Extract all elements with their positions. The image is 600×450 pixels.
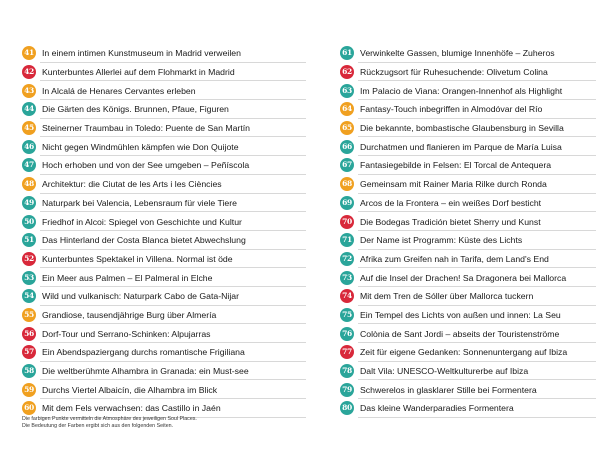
list-item-label: Nicht gegen Windmühlen kämpfen wie Don Quijote xyxy=(42,141,239,152)
list-item xyxy=(22,380,250,399)
list-item-label: Architektur: die Ciutat de les Arts i les Ciències xyxy=(42,179,222,190)
number-badge: 76 xyxy=(340,327,354,341)
list-item xyxy=(22,324,250,343)
number-badge: 45 xyxy=(22,121,36,135)
list-item-label: Fantasiegebilde in Felsen: El Torcal de Antequera xyxy=(360,160,552,171)
number-badge: 62 xyxy=(340,65,354,79)
number-badge: 63 xyxy=(340,84,354,98)
number-badge: 59 xyxy=(22,383,36,397)
list-item xyxy=(22,44,250,63)
list-item xyxy=(340,63,567,82)
list-item-label: Das Hinterland der Costa Blanca bietet Abwechslung xyxy=(42,235,246,246)
list-item xyxy=(340,175,567,194)
list-item-label: In Alcalá de Henares Cervantes erleben xyxy=(42,85,196,96)
list-item xyxy=(340,119,567,138)
list-item-label: Kunterbuntes Spektakel in Villena. Normal ist öde xyxy=(42,253,233,264)
list-item xyxy=(340,362,567,381)
number-badge: 47 xyxy=(22,158,36,172)
right-column xyxy=(340,44,567,418)
list-item xyxy=(22,119,250,138)
list-item-label: Kunterbuntes Allerlei auf dem Flohmarkt in Madrid xyxy=(42,67,235,78)
list-item-label: Der Name ist Programm: Küste des Lichts xyxy=(360,235,523,246)
list-item xyxy=(22,268,250,287)
list-item xyxy=(340,212,567,231)
list-item-label: Ein Tempel des Lichts von außen und innen: La Seu xyxy=(360,309,561,320)
number-badge: 67 xyxy=(340,158,354,172)
list-item xyxy=(22,231,250,250)
number-badge: 72 xyxy=(340,252,354,266)
list-item-label: Mit dem Fels verwachsen: das Castillo in Jaén xyxy=(42,403,221,414)
list-item-label: Fantasy-Touch inbegriffen in Almodóvar del Río xyxy=(360,104,543,115)
number-badge: 50 xyxy=(22,215,36,229)
list-item-label: Im Palacio de Viana: Orangen-Innenhof als Highlight xyxy=(360,85,563,96)
list-item xyxy=(22,63,250,82)
list-item-label: Verwinkelte Gassen, blumige Innenhöfe – Zuheros xyxy=(360,48,555,59)
number-badge: 79 xyxy=(340,383,354,397)
list-item-label: Hoch erhoben und von der See umgeben – Peñíscola xyxy=(42,160,250,171)
number-badge: 80 xyxy=(340,401,354,415)
list-item-label: Grandiose, tausendjährige Burg über Almería xyxy=(42,309,217,320)
list-item-label: Die weltberühmte Alhambra in Granada: ein Must-see xyxy=(42,366,249,377)
list-item-label: Die Bodegas Tradición bietet Sherry und Kunst xyxy=(360,216,541,227)
list-item-label: Gemeinsam mit Rainer Maria Rilke durch Ronda xyxy=(360,179,547,190)
number-badge: 53 xyxy=(22,271,36,285)
list-item xyxy=(22,137,250,156)
number-badge: 49 xyxy=(22,196,36,210)
number-badge: 77 xyxy=(340,345,354,359)
number-badge: 60 xyxy=(22,401,36,415)
list-item xyxy=(340,287,567,306)
list-item-label: Rückzugsort für Ruhesuchende: Olivetum Colina xyxy=(360,67,548,78)
list-item xyxy=(340,194,567,213)
divider xyxy=(358,417,596,418)
list-item xyxy=(340,268,567,287)
list-item xyxy=(22,343,250,362)
list-item xyxy=(22,156,250,175)
number-badge: 69 xyxy=(340,196,354,210)
list-item xyxy=(340,306,567,325)
list-item-label: Steinerner Traumbau in Toledo: Puente de San Martín xyxy=(42,123,250,134)
list-item xyxy=(340,380,567,399)
list-item xyxy=(22,212,250,231)
number-badge: 52 xyxy=(22,252,36,266)
list-item-label: Durchs Viertel Albaicín, die Alhambra im Blick xyxy=(42,384,218,395)
number-badge: 66 xyxy=(340,140,354,154)
list-item xyxy=(340,250,567,269)
list-item xyxy=(340,81,567,100)
number-badge: 64 xyxy=(340,102,354,116)
number-badge: 42 xyxy=(22,65,36,79)
list-item xyxy=(340,44,567,63)
left-column xyxy=(22,44,250,418)
list-item xyxy=(22,175,250,194)
list-item xyxy=(22,100,250,119)
list-item xyxy=(22,194,250,213)
list-item-label: Zeit für eigene Gedanken: Sonnenuntergang auf Ibiza xyxy=(360,347,568,358)
number-badge: 57 xyxy=(22,345,36,359)
list-item xyxy=(22,362,250,381)
number-badge: 58 xyxy=(22,364,36,378)
list-item xyxy=(340,137,567,156)
list-item-label: Arcos de la Frontera – ein weißes Dorf besticht xyxy=(360,197,542,208)
list-item-label: Naturpark bei Valencia, Lebensraum für viele Tiere xyxy=(42,197,237,208)
number-badge: 46 xyxy=(22,140,36,154)
number-badge: 41 xyxy=(22,46,36,60)
list-item-label: Das kleine Wanderparadies Formentera xyxy=(360,403,514,414)
list-item-label: Durchatmen und flanieren im Parque de María Luisa xyxy=(360,141,562,152)
number-badge: 78 xyxy=(340,364,354,378)
list-item xyxy=(22,81,250,100)
list-item xyxy=(340,324,567,343)
list-item xyxy=(22,250,250,269)
list-item-label: Dalt Vila: UNESCO-Weltkulturerbe auf Ibiza xyxy=(360,366,529,377)
number-badge: 68 xyxy=(340,177,354,191)
number-badge: 61 xyxy=(340,46,354,60)
number-badge: 43 xyxy=(22,84,36,98)
list-item xyxy=(22,399,250,418)
number-badge: 70 xyxy=(340,215,354,229)
list-item-label: Friedhof in Alcoi: Spiegel von Geschichte und Kultur xyxy=(42,216,242,227)
list-item-label: Auf die Insel der Drachen! Sa Dragonera bei Mallorca xyxy=(360,272,567,283)
list-item-label: Die bekannte, bombastische Glaubensburg in Sevilla xyxy=(360,123,564,134)
list-item-label: Ein Meer aus Palmen – El Palmeral in Elche xyxy=(42,272,213,283)
footer-line-1: Die farbigen Punkte vermitteln die Atmosphäre des jeweiligen Soul Places. xyxy=(22,416,197,422)
list-item-label: Mit dem Tren de Sóller über Mallorca tuckern xyxy=(360,291,534,302)
list-item xyxy=(340,100,567,119)
number-badge: 74 xyxy=(340,289,354,303)
list-item xyxy=(22,287,250,306)
list-item-label: Die Gärten des Königs. Brunnen, Pfaue, Figuren xyxy=(42,104,229,115)
number-badge: 55 xyxy=(22,308,36,322)
number-badge: 51 xyxy=(22,233,36,247)
footer-line-2: Die Bedeutung der Farben ergibt sich aus den folgenden Seiten. xyxy=(22,423,174,429)
list-item-label: Wild und vulkanisch: Naturpark Cabo de Gata-Nijar xyxy=(42,291,240,302)
list-item xyxy=(340,156,567,175)
list-item-label: Schwerelos in glasklarer Stille bei Formentera xyxy=(360,384,537,395)
list-item-label: In einem intimen Kunstmuseum in Madrid verweilen xyxy=(42,48,241,59)
number-badge: 44 xyxy=(22,102,36,116)
footer-note xyxy=(22,416,197,430)
list-item xyxy=(22,306,250,325)
number-badge: 48 xyxy=(22,177,36,191)
list-item xyxy=(340,399,567,418)
number-badge: 75 xyxy=(340,308,354,322)
list-item-label: Afrika zum Greifen nah in Tarifa, dem Land's End xyxy=(360,253,549,264)
list-item xyxy=(340,343,567,362)
number-badge: 71 xyxy=(340,233,354,247)
number-badge: 56 xyxy=(22,327,36,341)
list-item-label: Dorf-Tour und Serrano-Schinken: Alpujarras xyxy=(42,328,211,339)
number-badge: 65 xyxy=(340,121,354,135)
list-item-label: Ein Abendspaziergang durchs romantische Frigiliana xyxy=(42,347,245,358)
list-item xyxy=(340,231,567,250)
number-badge: 54 xyxy=(22,289,36,303)
number-badge: 73 xyxy=(340,271,354,285)
list-item-label: Colònia de Sant Jordi – abseits der Touristenströme xyxy=(360,328,560,339)
